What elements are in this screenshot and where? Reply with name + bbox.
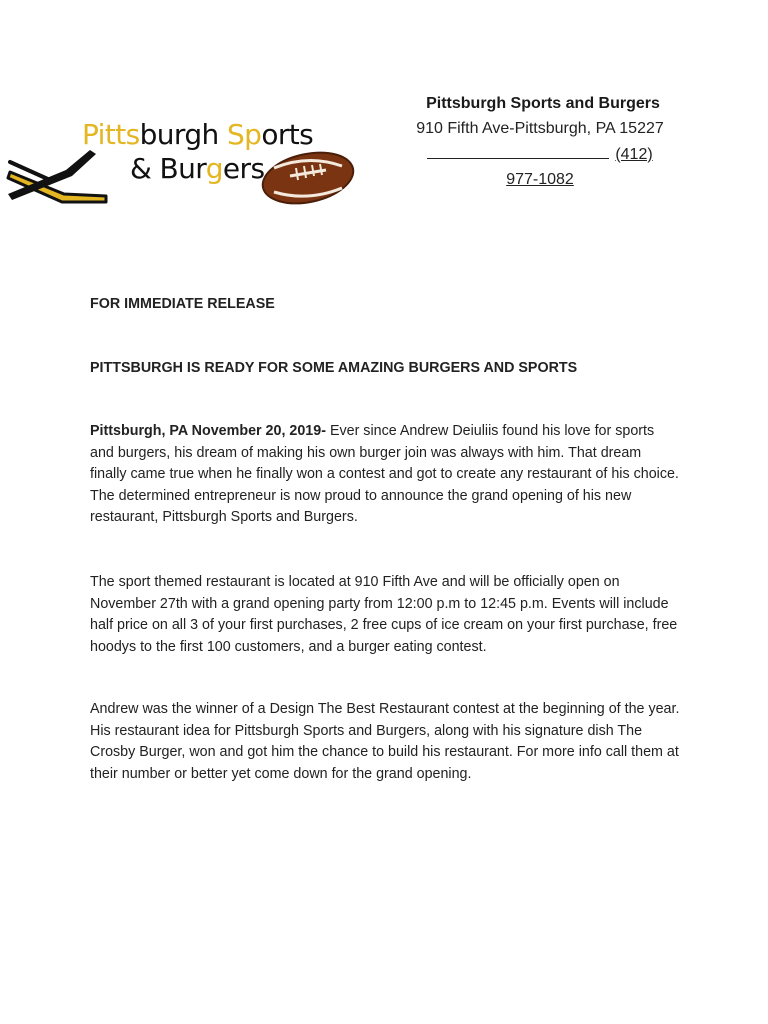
paragraph-2-text: The sport themed restaurant is located at 910 Fifth Ave and will be officially open on November 27th with a grand opening party from 12:00 p.m to 12:45 p.m. Events will include half price on all 3 of your first purchases, 2 free cups of ice cream on your first purchase, free hoodys to the first 100 customers, and a burger eating contest.	[90, 574, 678, 655]
headline: PITTSBURGH IS READY FOR SOME AMAZING BURGERS AND SPORTS	[90, 360, 578, 376]
logo-line-2: & Burgers	[130, 152, 265, 185]
contact-address: 910 Fifth Ave-Pittsburgh, PA 15227	[416, 120, 664, 137]
football-icon	[258, 145, 356, 210]
underline-rule	[427, 144, 609, 159]
contact-name: Pittsburgh Sports and Burgers	[426, 95, 660, 112]
restaurant-logo	[4, 110, 356, 210]
phone-area-code[interactable]: (412)	[615, 146, 653, 163]
paragraph-3-text: Andrew was the winner of a Design The Best Restaurant contest at the beginning of the year. His restaurant idea for Pittsburgh Sports and Burgers, along with his signature dish The Crosby Burger, won and got him the chance to build his restaurant. For more info call them at their number or better yet come down for the grand opening.	[90, 701, 680, 782]
phone-number[interactable]: 977-1082	[506, 171, 574, 188]
dateline: Pittsburgh, PA November 20, 2019-	[90, 423, 326, 439]
paragraph-1	[90, 421, 680, 529]
logo-line-1: Pittsburgh Sports	[82, 118, 314, 151]
paragraph-3	[90, 699, 680, 785]
release-label: FOR IMMEDIATE RELEASE	[90, 296, 275, 312]
contact-phone-line	[390, 142, 690, 168]
paragraph-1-body: Ever since Andrew Deiuliis found his love for sports and burgers, his dream of making his own burger join was always with him. That dream finally came true when he finally won a contest and got to create any restaurant of his choice. The determined entrepreneur is now proud to announce the grand opening of his new restaurant, Pittsburgh Sports and Burgers.	[90, 423, 679, 526]
contact-block	[390, 92, 690, 192]
hockey-sticks-icon	[8, 150, 106, 202]
paragraph-2	[90, 572, 680, 658]
